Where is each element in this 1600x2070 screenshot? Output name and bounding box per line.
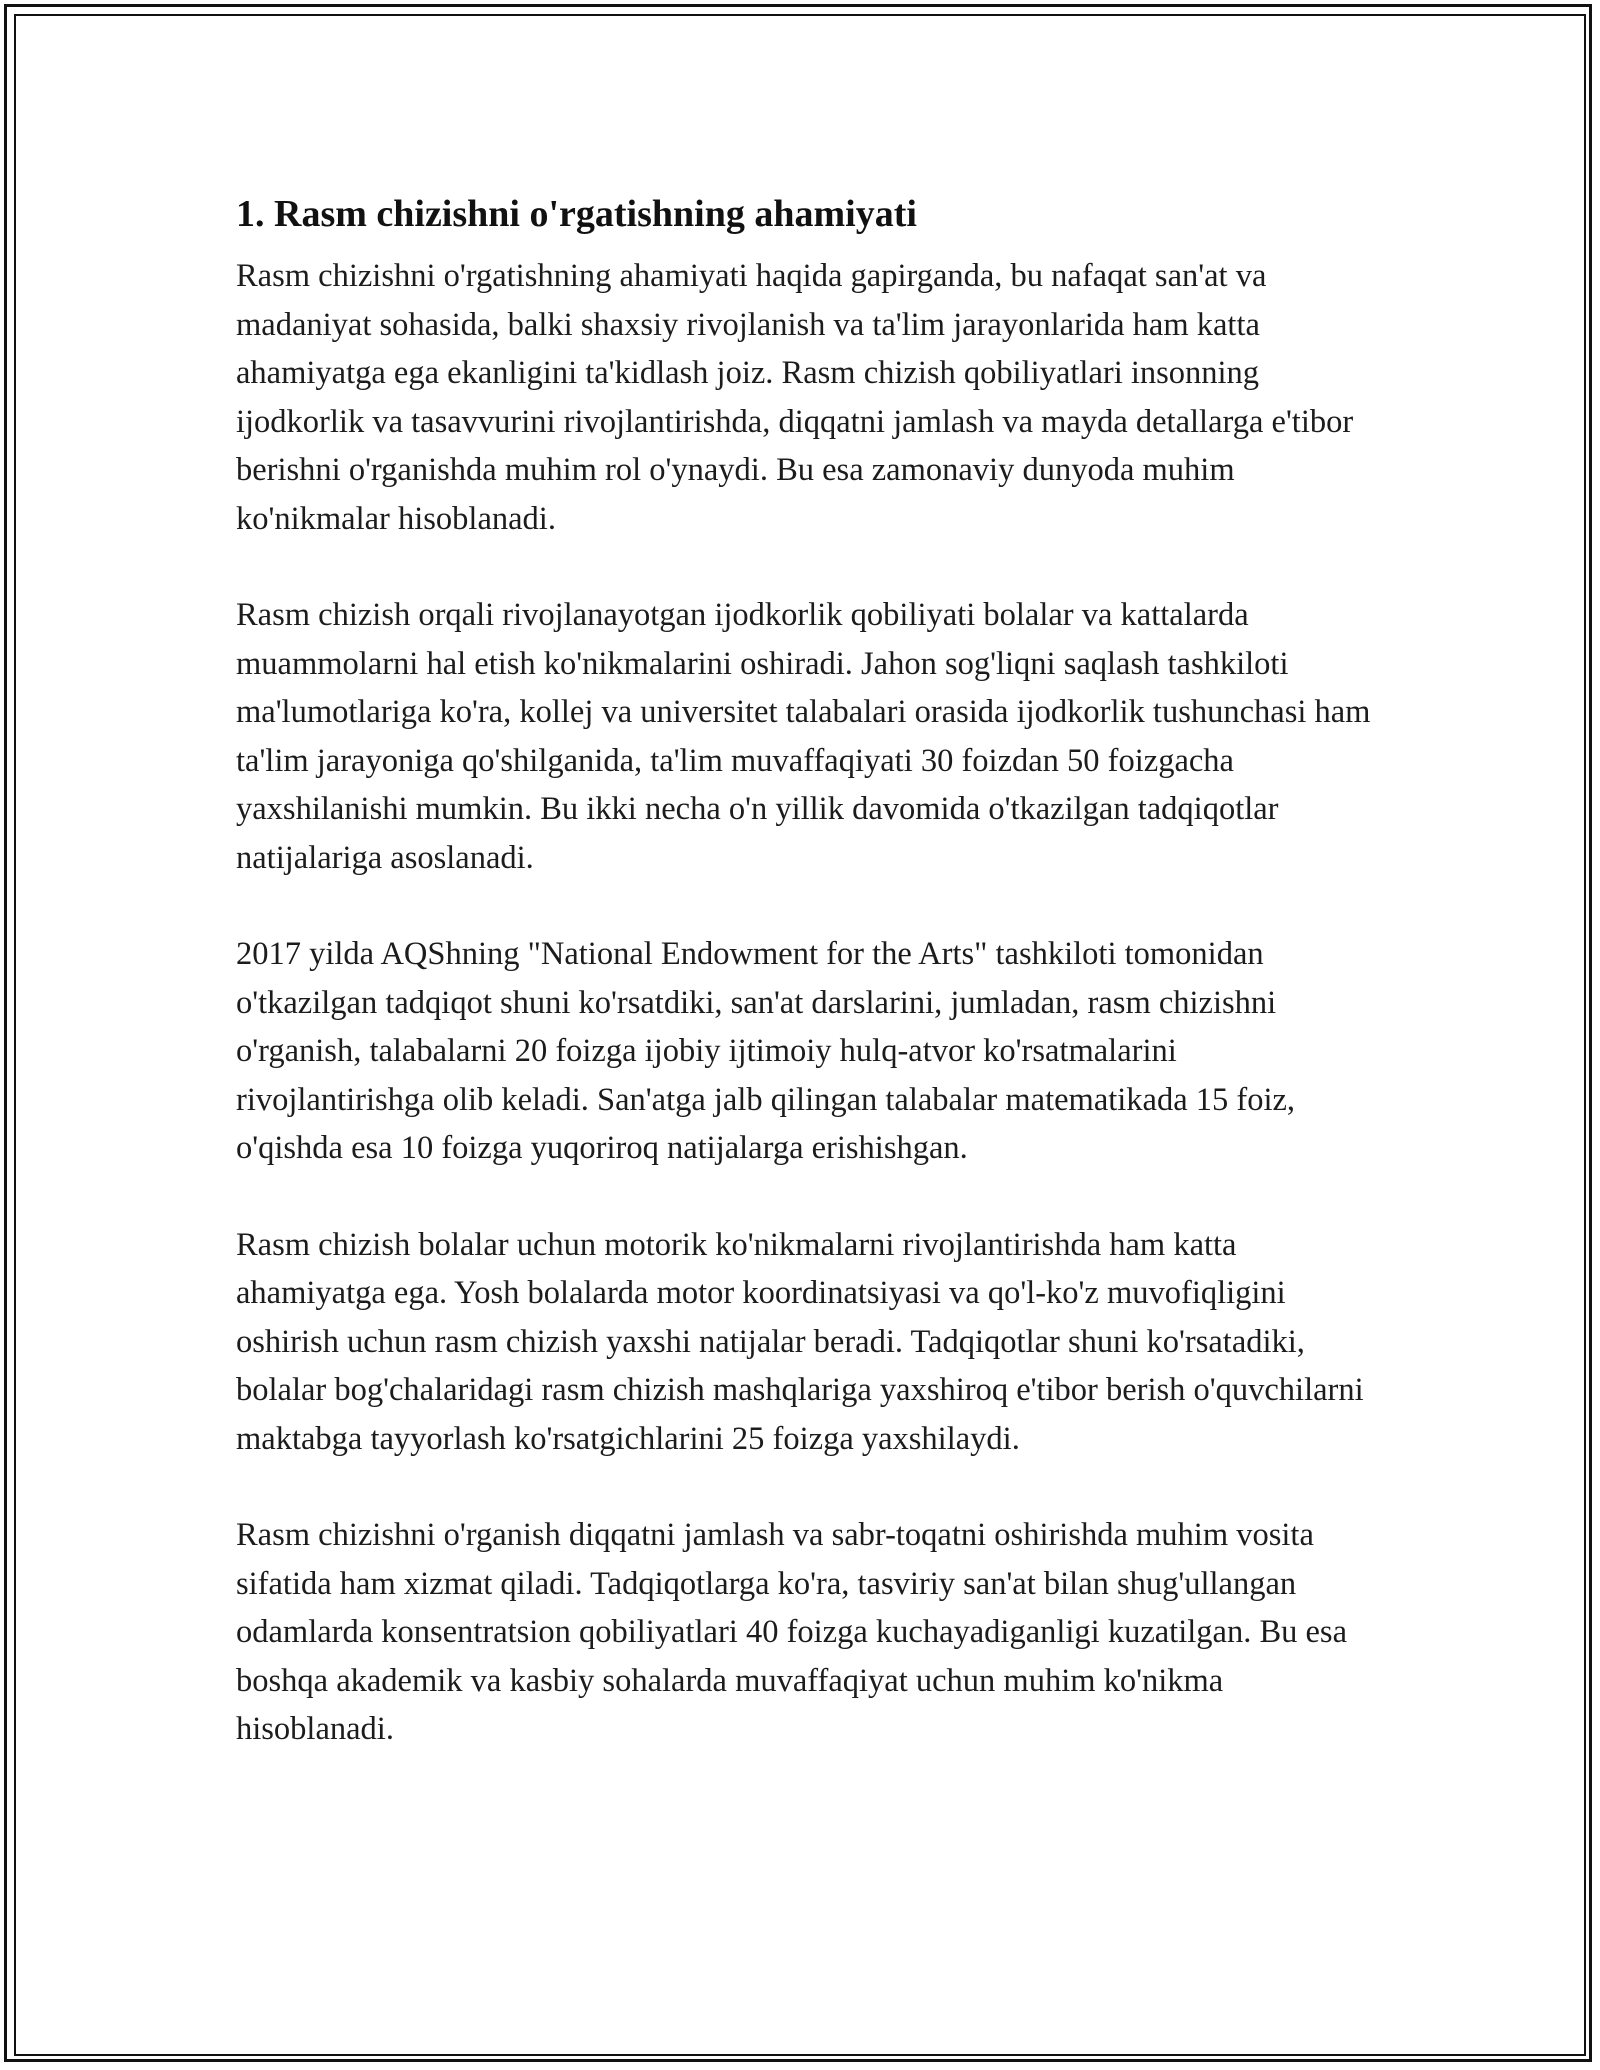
section-heading: 1. Rasm chizishni o'rgatishning ahamiyati bbox=[236, 193, 917, 235]
paragraph-4: Rasm chizish bolalar uchun motorik ko'nikmalarni rivojlantirishda ham katta ahamiyatga ega. Yosh bolalarda motor koordinatsiyasi va qo'l-ko'z muvofiqligini oshirish uchun rasm chizish yaxshi natijalar beradi. Tadqiqotlar shuni ko'rsatadiki, bolalar bog'chalaridagi rasm chizish mashqlariga yaxshiroq e'tibor berish o'quvchilarni maktabga tayyorlash ko'rsatgichlarini 25 foizga yaxshilaydi. bbox=[236, 1226, 1364, 1457]
document-body bbox=[236, 184, 1376, 1802]
paragraph-1: Rasm chizishni o'rgatishning ahamiyati haqida gapirganda, bu nafaqat san'at va madaniyat sohasida, balki shaxsiy rivojlanish va ta'lim jarayonlarida ham katta ahamiyatga ega ekanligini ta'kidlash joiz. Rasm chizish qobiliyatlari insonning ijodkorlik va tasavvurini rivojlantirishda, diqqatni jamlash va mayda detallarga e'tibor berishni o'rganishda muhim rol o'ynaydi. Bu esa zamonaviy dunyoda muhim ko'nikmalar hisoblanadi. bbox=[236, 258, 1354, 537]
paragraph-5: Rasm chizishni o'rganish diqqatni jamlash va sabr-toqatni oshirishda muhim vosita sifatida ham xizmat qiladi. Tadqiqotlarga ko'ra, tasviriy san'at bilan shug'ullangan odamlarda konsentratsion qobiliyatlari 40 foizga kuchayadiganligi kuzatilgan. Bu esa boshqa akademik va kasbiy sohalarda muvaffaqiyat uchun muhim ko'nikma hisoblanadi. bbox=[236, 1517, 1347, 1747]
paragraph-3: 2017 yilda AQShning "National Endowment for the Arts" tashkiloti tomonidan o'tkazilgan tadqiqot shuni ko'rsatdiki, san'at darslarini, jumladan, rasm chizishni o'rganish, talabalarni 20 foizga ijobiy ijtimoiy hulq-atvor ko'rsatmalarini rivojlantirishga olib keladi. San'atga jalb qilingan talabalar matematikada 15 foiz, o'qishda esa 10 foizga yuqoriroq natijalarga erishishgan. bbox=[236, 936, 1296, 1166]
paragraph-2: Rasm chizish orqali rivojlanayotgan ijodkorlik qobiliyati bolalar va kattalarda muammolarni hal etish ko'nikmalarini oshiradi. Jahon sog'liqni saqlash tashkiloti ma'lumotlariga ko'ra, kollej va universitet talabalari orasida ijodkorlik tushunchasi ham ta'lim jarayoniga qo'shilganida, ta'lim muvaffaqiyati 30 foizdan 50 foizgacha yaxshilanishi mumkin. Bu ikki necha o'n yillik davomida o'tkazilgan tadqiqotlar natijalariga asoslanadi. bbox=[236, 597, 1371, 876]
